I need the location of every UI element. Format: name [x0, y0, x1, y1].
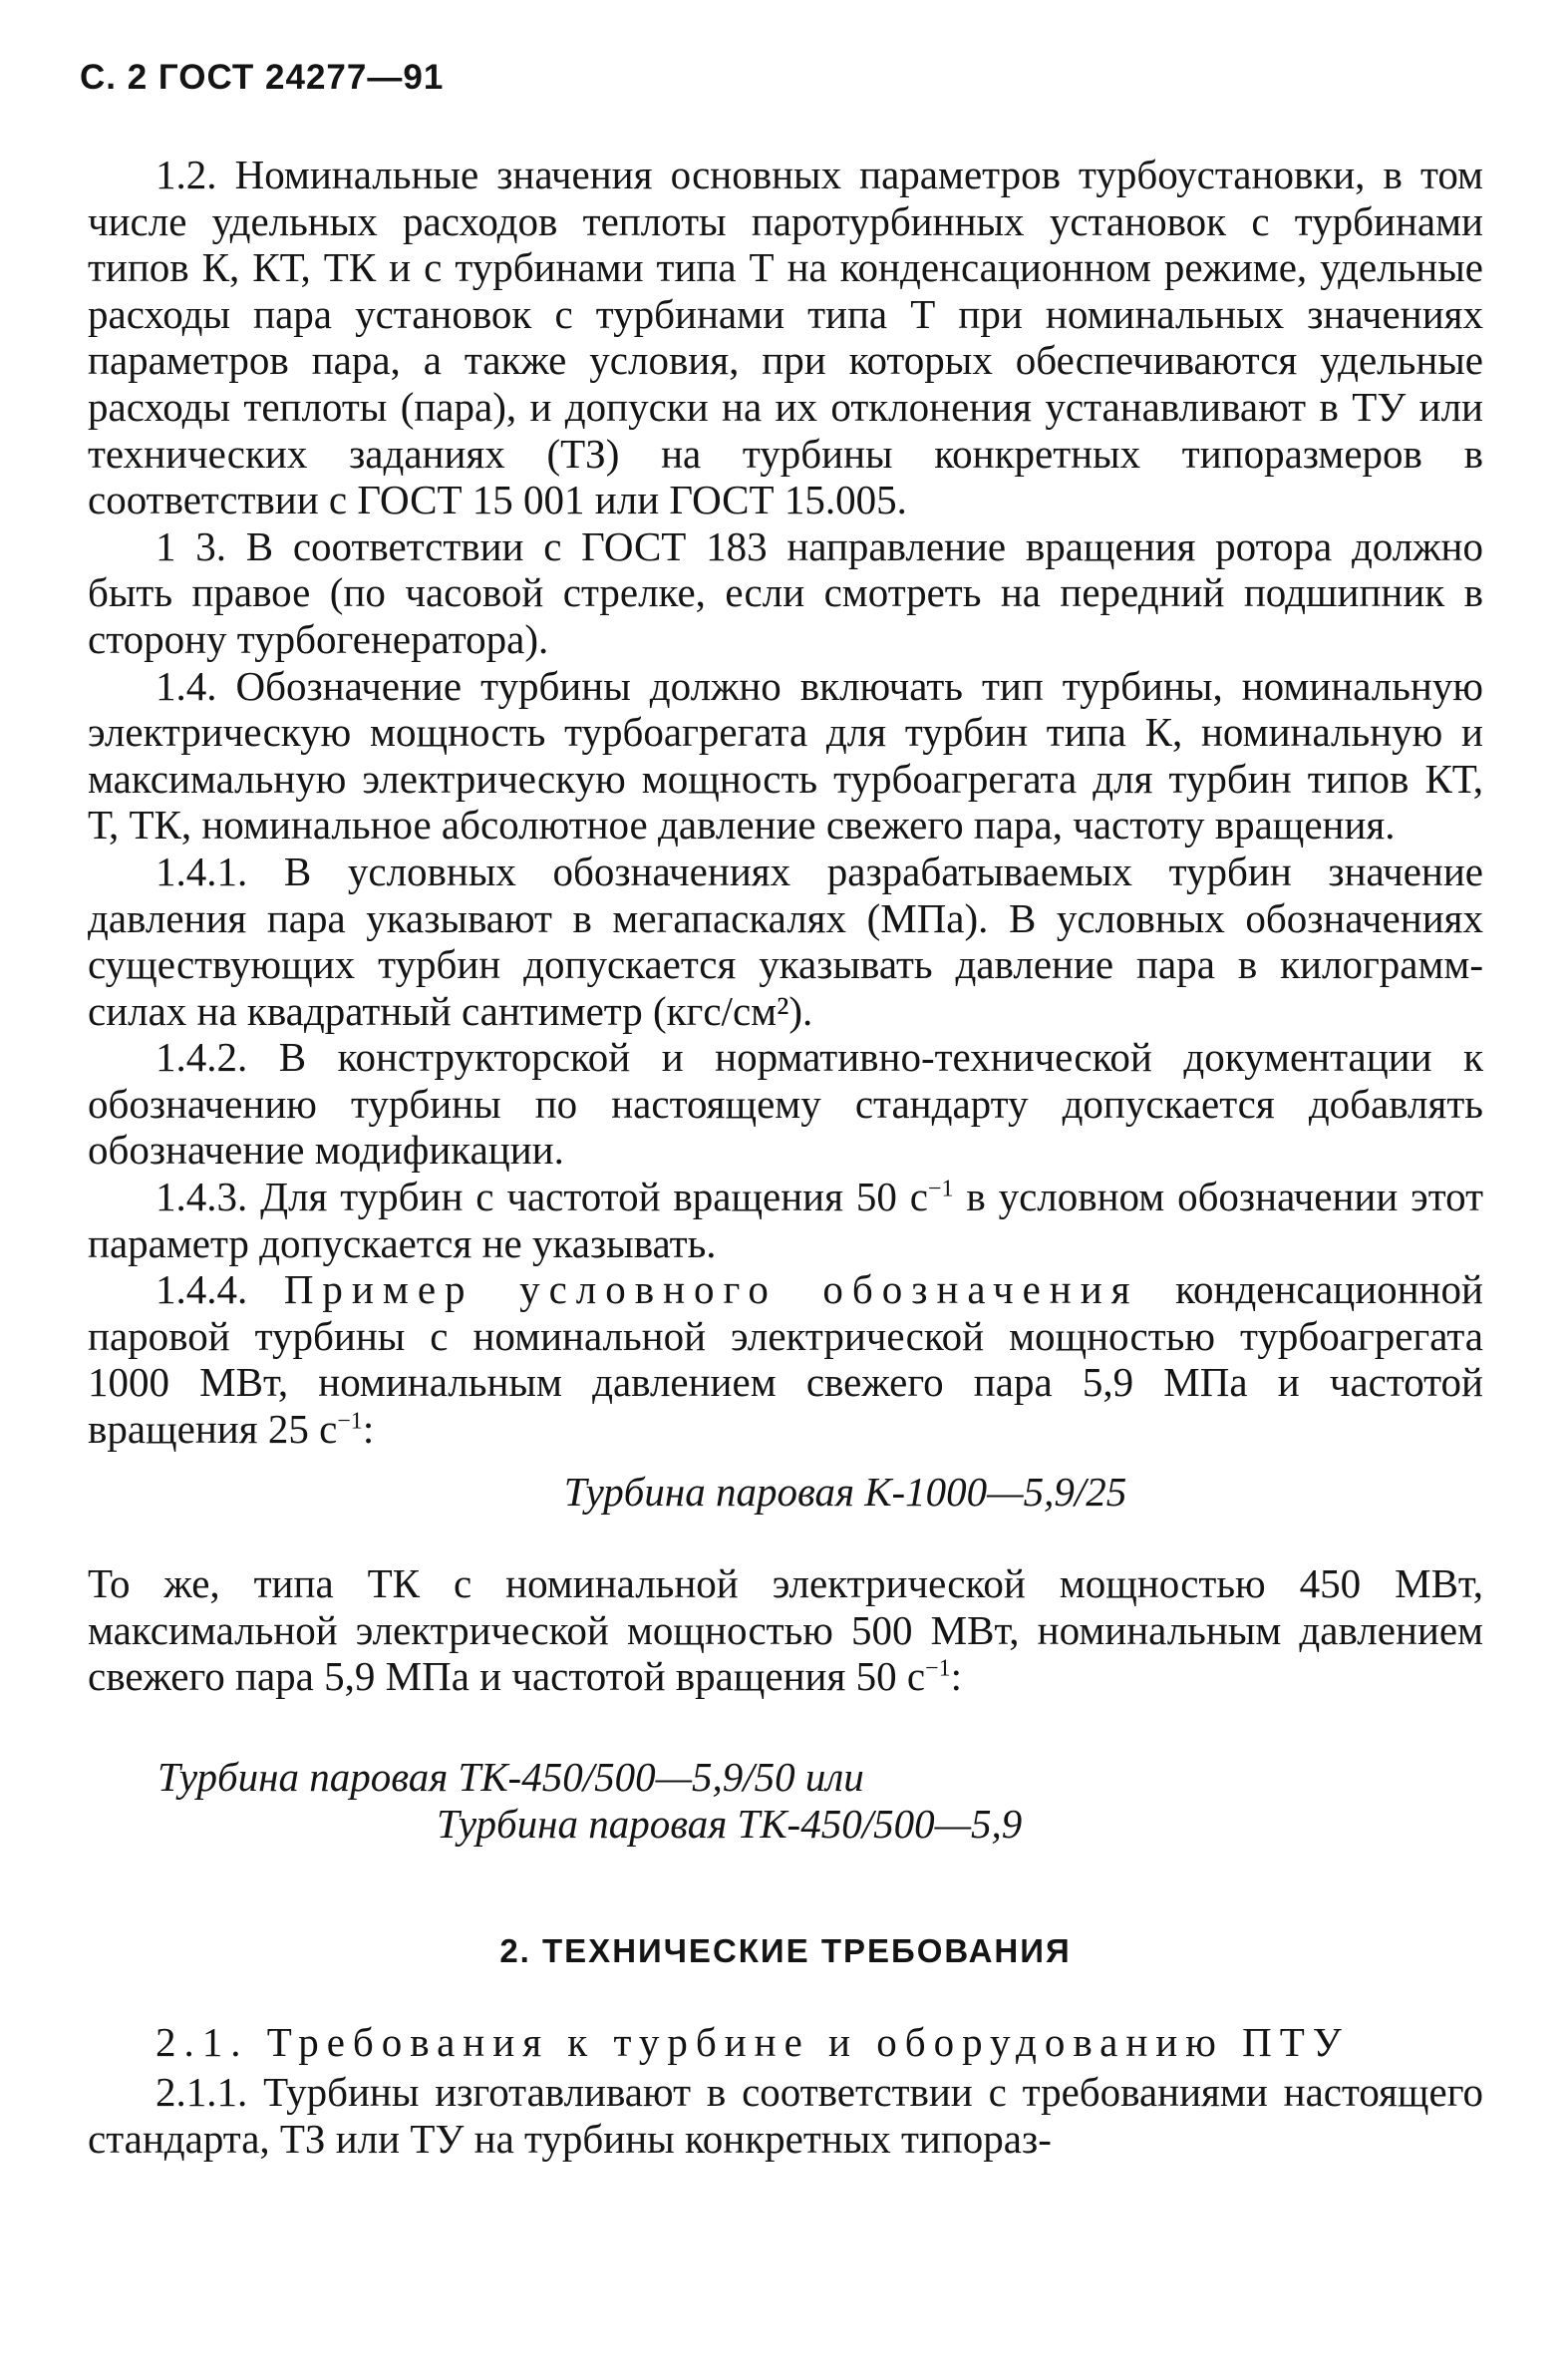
paragraph-same-tk [88, 1560, 1483, 1700]
paragraph-1-4: 1.4. Обозначение турбины должно включать тип турбины, номинальную электрическую мощность турбоагрегата для турбин типа К, номинальную и максимальную электрическую мощность турбоагрегата для турбин типов КТ, Т, ТК, номинальное абсолютное давление свежего пара, частоту вращения. [88, 662, 1483, 849]
paragraph-1-4-3-text: 1.4.3. Для турбин с частотой вращения 50 с [156, 1174, 928, 1220]
paragraph-1-4-2: 1.4.2. В конструкторской и нормативно-технической документации к обозначению турбины по настоящему стандарту допускается добавлять обозначение модификации. [88, 1034, 1483, 1174]
paragraph-1-4-4 [88, 1266, 1483, 1452]
paragraph-1-3: 1 3. В соответствии с ГОСТ 183 направление вращения ротора должно быть правое (по часовой стрелке, если смотреть на передний подшипник в сторону турбогенератора). [88, 522, 1483, 662]
paragraph-2-1: 2.1. Требования к турбине и оборудованию ПТУ [156, 2018, 1350, 2065]
paragraph-1-4-3 [88, 1174, 1483, 1266]
section-2-title: 2. ТЕХНИЧЕСКИЕ ТРЕБОВАНИЯ [499, 1932, 1072, 1970]
exponent-superscript: −1 [927, 1176, 954, 1202]
paragraph-same-tk-text-end: : [950, 1653, 962, 1700]
exponent-superscript: −1 [337, 1408, 363, 1435]
paragraph-1-4-4-emphasis: Пример условного обозначения [283, 1266, 1139, 1313]
page-header: С. 2 ГОСТ 24277—91 [80, 58, 445, 97]
paragraph-1-4-4-text-end: : [362, 1406, 375, 1453]
paragraph-2-1-1: 2.1.1. Турбины изготавливают в соответствии с требованиями настоящего стандарта, ТЗ или ТУ на турбины конкретных типораз- [88, 2069, 1483, 2162]
document-body [88, 152, 1483, 2163]
exponent-superscript: −1 [925, 1655, 951, 1682]
example-designation-1: Турбина паровая К-1000—5,9/25 [563, 1468, 1127, 1515]
example-designation-2 [88, 1754, 1483, 1847]
example-designation-2-line-2: Турбина паровая ТК-450/500—5,9 [437, 1800, 1023, 1847]
paragraph-1-4-4-number: 1.4.4. [156, 1266, 284, 1313]
example-designation-2-line-1: Турбина паровая ТК-450/500—5,9/50 или [157, 1754, 864, 1800]
paragraph-1-4-4-text: конденсационной паровой турбины с номинальной электрической мощностью турбоагрегата 1000 МВт, номинальным давлением свежего пара 5,9 МПа и частотой вращения 25 с [88, 1266, 1484, 1453]
paragraph-1-4-1: 1.4.1. В условных обозначениях разрабатываемых турбин значение давления пара указывают в мегапаскалях (МПа). В условных обозначениях существующих турбин допускается указывать давление пара в килограмм-силах на квадратный сантиметр (кгс/см²). [88, 848, 1483, 1034]
paragraph-1-2: 1.2. Номинальные значения основных параметров турбоустановки, в том числе удельных расходов теплоты паротурбинных установок с турбинами типов К, КТ, ТК и с турбинами типа Т на конденсационном режиме, удельные расходы пара установок с турбинами типа Т при номинальных значениях параметров пара, а также условия, при которых обеспечиваются удельные расходы теплоты (пара), и допуски на их отклонения устанавливают в ТУ или технических заданиях (ТЗ) на турбины конкретных типоразмеров в соответствии с ГОСТ 15 001 или ГОСТ 15.005. [88, 152, 1483, 523]
paragraph-same-tk-text: То же, типа ТК с номинальной электрической мощностью 450 МВт, максимальной электрической мощностью 500 МВт, номинальным давлением свежего пара 5,9 МПа и частотой вращения 50 с [88, 1560, 1483, 1700]
paragraph-1-4-3-text-end: в условном обозначении этот параметр допускается не указывать. [88, 1174, 1483, 1266]
